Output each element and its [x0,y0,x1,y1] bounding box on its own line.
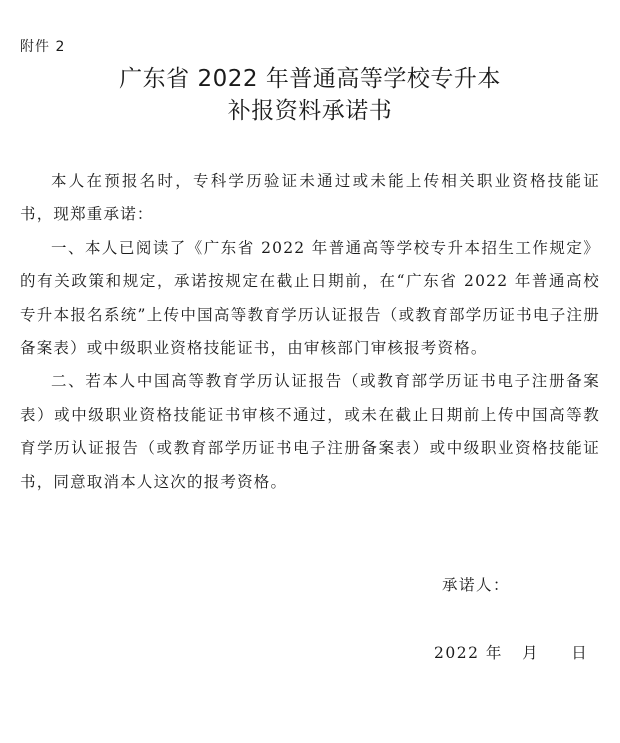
signature-date: 2022 年 月 日 [434,644,589,662]
attachment-label: 附件 2 [20,39,66,55]
document-body [20,165,600,499]
pledge-clause-1: 一、本人已阅读了《广东省 2022 年普通高等学校专升本招生工作规定》的有关政策和规定，承诺按规定在截止日期前，在“广东省 2022 年普通高校专升本报名系统”上传中国高等教育学历认证报告（或教育部学历证书电子注册备案表）或中级职业资格技能证书，由审核部门审核报考资格。 [20,238,600,358]
document-title-line-1: 广东省 2022 年普通高等学校专升本 [119,66,501,92]
pledge-clause-2: 二、若本人中国高等教育学历认证报告（或教育部学历证书电子注册备案表）或中级职业资格技能证书审核不通过，或未在截止日期前上传中国高等教育学历认证报告（或教育部学历证书电子注册备案表）或中级职业资格技能证书，同意取消本人这次的报考资格。 [20,372,600,491]
document-title-line-2: 补报资料承诺书 [227,98,393,124]
pledger-signature-label: 承诺人： [442,576,511,594]
intro-paragraph: 本人在预报名时，专科学历验证未通过或未能上传相关职业资格技能证书，现郑重承诺： [20,172,600,224]
